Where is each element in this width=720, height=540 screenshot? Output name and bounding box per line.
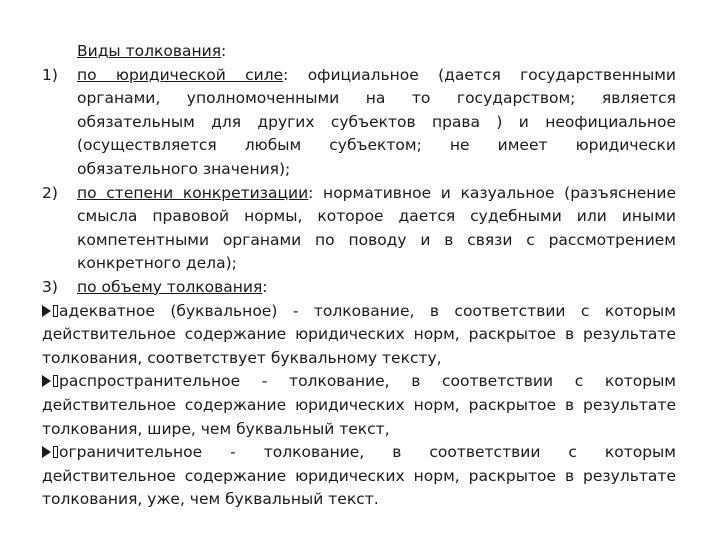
arrow-bullet-icon [42,305,51,317]
list-item-concretization [42,182,676,276]
slide-content [42,40,676,512]
missing-glyph-box-icon [53,305,58,317]
list-item-legal-force [42,64,676,182]
bullet-text: ограничительное - толкование, в соответствии с которым действительное содержание юридических норм, раскрытое в результате толкования, уже, чем буквальный текст. [42,443,676,509]
missing-glyph-box-icon [53,446,58,458]
item-text: : официальное (дается государственными органами, уполномоченными на то государством; является обязательным для других субъектов права ) и неофициальное (осуществляется любым субъектом; не имеет юридически обязательного значения); [77,65,676,178]
item-text: : нормативное и казуальное (разъяснение смысла правовой нормы, которое дается судебными или иными компетентными органами по поводу и в связи с рассмотрением конкретного дела); [77,183,676,273]
item-text: : [262,277,268,296]
missing-glyph-box-icon [53,375,58,387]
bullet-extensive [42,370,676,441]
list-item-scope [42,276,676,300]
item-number: 3) [42,277,58,296]
heading-colon: : [221,42,227,60]
bullet-text: распространительное - толкование, в соответствии с которым действительное содержание юридических норм, раскрытое в результате толкования, шире, чем буквальный текст, [42,372,676,438]
heading-text: Виды толкования [77,42,222,60]
item-number: 2) [42,183,58,202]
item-label: по юридической силе [77,65,284,84]
arrow-bullet-icon [42,446,51,458]
bullet-restrictive [42,441,676,512]
bullet-adequate [42,300,676,371]
item-label: по объему толкования [77,277,263,296]
arrow-bullet-icon [42,375,51,387]
bullet-text: адекватное (буквальное) - толкование, в соответствии с которым действительное содержание юридических норм, раскрытое в результате толкования, соответствует буквальному тексту, [42,301,676,367]
section-heading [42,40,676,64]
item-number: 1) [42,65,58,84]
item-label: по степени конкретизации [77,183,309,202]
